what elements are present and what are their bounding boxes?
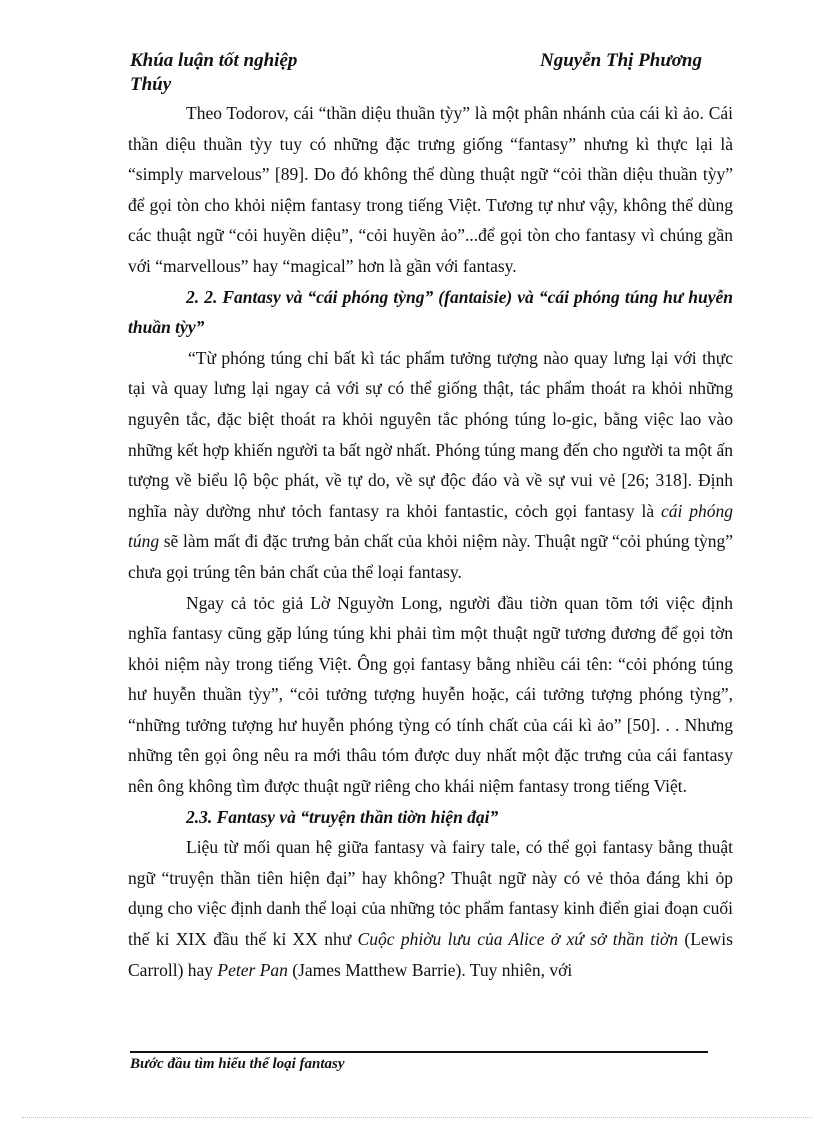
paragraph-4-title-alice: Cuộc phiờu lưu của Alice ở xứ sở thần tiờn [357, 929, 679, 950]
paragraph-4-text-c: (James Matthew Barrie). Tuy nhiên, với [287, 959, 573, 980]
page-body [128, 98, 733, 985]
header-author: Nguyễn Thị Phương [540, 50, 702, 71]
paragraph-1: Theo Todorov, cái “thần diệu thuần tỳy” là một phân nhánh của cái kì ảo. Cái thần diệu thuần tỳy tuy có những đặc trưng giống “fantasy” nhưng kì thực lại là “simply marvelous” [89]. Do đó không thể dùng thuật ngữ “cỏi thần diệu thuần tỳy” để gọi tòn cho khỏi niệm fantasy trong tiếng Việt. Tương tự như vậy, không thể dùng các thuật ngữ “cỏi huyền diệu”, “cỏi huyền ảo”...để gọi tòn cho fantasy vì chúng gần với “marvellous” hay “magical” hơn là gần với fantasy. [128, 103, 733, 276]
paragraph-4 [128, 832, 733, 985]
paragraph-2-text-b: sẽ làm mất đi đặc trưng bản chất của khỏi niệm này. Thuật ngữ “cỏi phúng tỳng” chưa gọi trúng tên bản chất của thể loại fantasy. [128, 531, 733, 582]
paragraph-2 [128, 343, 733, 588]
paragraph-4-text-b: (Lewis Carroll) hay [128, 929, 733, 980]
paragraph-4-text-a: Liệu từ mối quan hệ giữa fantasy và fairy tale, có thể gọi fantasy bằng thuật ngữ “truyện thần tiên hiện đại” hay không? Thuật ngữ này có vẻ thỏa đáng khi ỏp dụng cho việc định danh thể loại của những tỏc phẩm fantasy kinh điển giai đoạn cuối thế kỉ XIX đầu thế kỉ XX như [128, 837, 733, 950]
header-left-title: Khúa luận tốt nghiệp [130, 50, 298, 71]
page-edge [22, 1117, 812, 1118]
section-heading-2-2: 2. 2. Fantasy và “cái phóng tỳng” (fantaisie) và “cái phóng túng hư huyễn thuần tỳy” [128, 286, 733, 338]
paragraph-2-text-a: “Từ phóng túng chỉ bất kì tác phẩm tưởng tượng nào quay lưng lại với thực tại và quay lưng lại ngay cả với sự có thể giống thật, tác phẩm thoát ra khỏi những nguyên tắc, đặc biệt thoát ra khỏi nguyên tắc phóng túng lo-gic, bằng việc lao vào những kết hợp khiến người ta bất ngờ nhất. Phóng túng mang đến cho người ta một ấn tượng về biểu lộ bộc phát, về tự do, về sự độc đáo và về sự vui vẻ [26; 318]. Định nghĩa này dường như tỏch fantasy ra khỏi fantastic, cỏch gọi fantasy là [128, 347, 733, 521]
paragraph-2-emphasis: cái phóng túng [128, 500, 733, 552]
paragraph-3: Ngay cả tỏc giả Lờ Nguyờn Long, người đầu tiờn quan tõm tới việc định nghĩa fantasy cũng gặp lúng túng khi phải tìm một thuật ngữ tương đương để gọi tờn khỏi niệm này trong tiếng Việt. Ông gọi fantasy bằng nhiều cái tên: “cỏi phóng túng hư huyễn thuần tỳy”, “cỏi tưởng tượng huyễn hoặc, cái tưởng tượng phóng tỳng”, “những tưởng tượng hư huyễn phóng tỳng có tính chất của cái kì ảo” [50]. . . Nhưng những tên gọi ông nêu ra mới thâu tóm được duy nhất một đặc trưng của cái fantasy nên ông không tìm được thuật ngữ riêng cho khái niệm fantasy trong tiếng Việt. [128, 592, 733, 797]
paragraph-4-title-peter-pan: Peter Pan [217, 959, 288, 980]
header-left-title-cont: Thúy [130, 74, 172, 95]
footer-rule [130, 1051, 708, 1053]
footer-title: Bước đầu tìm hiểu thể loại fantasy [130, 1056, 345, 1072]
section-heading-2-3: 2.3. Fantasy và “truyện thần tiờn hiện đại” [186, 806, 499, 827]
